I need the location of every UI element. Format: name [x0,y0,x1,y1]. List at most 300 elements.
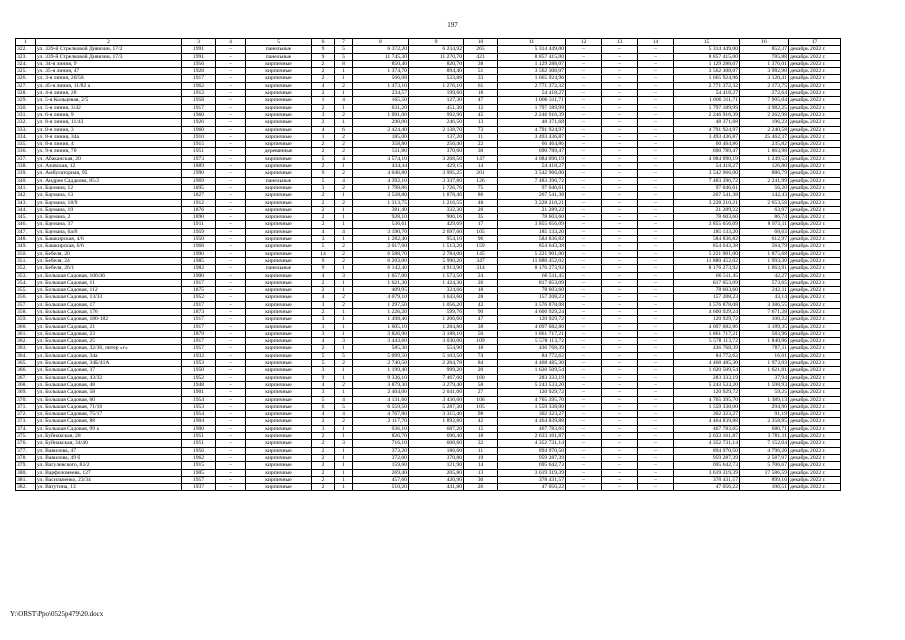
cell-entrances: 4 [335,396,353,403]
cell-floors: 2 [312,454,335,461]
cell-living-area: 954,10 [409,236,464,243]
cell-floors: 2 [312,75,335,82]
cell-floors: 2 [312,345,335,352]
cell-entrances: 2 [335,418,353,425]
cell-col-14: – [638,221,674,228]
cell-row-number: 372. [16,411,36,418]
cell-build-year: 1950 [182,367,216,374]
cell-residents: 75 [464,184,498,191]
cell-residents: 61 [464,82,498,89]
cell-deadline: декабрь 2022 г. [789,170,841,177]
cell-row-number: 332. [16,119,36,126]
cell-owners-funds: 3 562 308,07 [674,68,740,75]
cell-col-4: – [216,323,246,330]
cell-col-14: – [638,338,674,345]
cell-col-14: – [638,97,674,104]
cell-cost-per-sqm: 2 262,98 [740,111,789,118]
table-row [16,389,841,396]
cell-col-13: – [602,476,638,483]
cell-col-12: – [566,323,602,330]
cell-build-year: 1901 [182,389,216,396]
cell-total-area: 1 091,00 [353,111,409,118]
cell-col-4: – [216,454,246,461]
cell-deadline: декабрь 2022 г. [789,206,841,213]
cell-address: ул. Большая Садовая, 23 [36,330,182,337]
table-row [16,330,841,337]
cell-cost-per-sqm: 612,97 [740,236,789,243]
cell-deadline: декабрь 2022 г. [789,250,841,257]
cell-address: ул. Большая Садовая, 34а [36,352,182,359]
cell-col-4: – [216,221,246,228]
cell-floors: 2 [312,119,335,126]
cell-total-area: 4 392,10 [353,177,409,184]
cell-floors: 4 [312,272,335,279]
table-row [16,104,841,111]
cell-living-area: 554,90 [409,345,464,352]
cell-owners-funds: 3 619 319,39 [674,469,740,476]
table-row [16,338,841,345]
cell-col-4: – [216,345,246,352]
cell-address: ул. 339-й Стрелковой Дивизии, 17/2 [36,46,182,53]
cell-residents: 18 [464,433,498,440]
cell-build-year: 1969 [182,177,216,184]
cell-living-area: 429,15 [409,163,464,170]
cell-col-14: – [638,418,674,425]
cell-deadline: декабрь 2022 г. [789,440,841,447]
cell-living-area: 1 206,60 [409,316,464,323]
cell-owners-funds: 7 483 396,72 [674,177,740,184]
cell-living-area: 999,20 [409,367,464,374]
cell-entrances: 2 [335,111,353,118]
cell-owners-funds: 21 289,22 [674,206,740,213]
cell-col-12: – [566,257,602,264]
cell-residents: 32 [464,440,498,447]
cell-owners-funds: 3 542 966,00 [674,170,740,177]
cell-row-number: 368. [16,381,36,388]
cell-col-4: – [216,126,246,133]
cell-build-year: 1915 [182,141,216,148]
cell-owners-funds: 3 493 436,87 [674,133,740,140]
cell-col-13: – [602,243,638,250]
cell-row-number: 325. [16,68,36,75]
cell-residents: 50 [464,330,498,337]
cell-total-area: 1 498,40 [353,316,409,323]
cell-col-12: – [566,148,602,155]
cell-deadline: декабрь 2022 г. [789,148,841,155]
cell-living-area: 533,88 [409,75,464,82]
cell-floors: 2 [312,462,335,469]
header-cell-floors: 6 [312,39,335,46]
cell-cost-per-sqm: 1 389,13 [740,396,789,403]
table-row [16,352,841,359]
cell-wall-material: кирпичные [246,199,312,206]
cell-row-number: 339. [16,170,36,177]
cell-deadline: декабрь 2022 г. [789,308,841,315]
cell-total-area: 826,70 [353,433,409,440]
cell-floors: 6 [312,403,335,410]
cell-living-area: 429,69 [409,221,464,228]
cell-floors: 2 [312,163,335,170]
cell-col-12: – [566,68,602,75]
table-row [16,462,841,469]
cell-col-12: – [566,192,602,199]
cell-residents: 30 [464,148,498,155]
cell-deadline: декабрь 2022 г. [789,469,841,476]
cell-address: ул. Большая Садовая, 99 а [36,425,182,432]
table-row [16,126,841,133]
cell-col-13: – [602,345,638,352]
cell-residents: 84 [464,360,498,367]
cell-total-cost: 11 880 452,02 [498,257,566,264]
cell-row-number: 374. [16,425,36,432]
cell-entrances: 1 [335,119,353,126]
cell-row-number: 329. [16,97,36,104]
cell-deadline: декабрь 2022 г. [789,184,841,191]
table-row [16,374,841,381]
cell-col-4: – [216,381,246,388]
cell-col-13: – [602,170,638,177]
table-row [16,199,841,206]
cell-wall-material: панельные [246,265,312,272]
cell-residents: 42 [464,301,498,308]
cell-col-14: – [638,257,674,264]
cell-col-4: – [216,396,246,403]
header-cell-wall-material: 5 [246,39,312,46]
cell-build-year: 1952 [182,374,216,381]
cell-entrances: 3 [335,338,353,345]
table-row [16,228,841,235]
cell-floors: 2 [312,141,335,148]
table-row [16,141,841,148]
cell-living-area: 2 264,78 [409,360,464,367]
cell-row-number: 376. [16,440,36,447]
cell-owners-funds: 959 287,39 [674,454,740,461]
cell-floors: 2 [312,484,335,491]
cell-build-year: 1962 [182,82,216,89]
table-row [16,214,841,221]
cell-floors: 1 [312,97,335,104]
cell-owners-funds: 1 129 288,07 [674,60,740,67]
cell-build-year: 1953 [182,360,216,367]
cell-owners-funds: 1 665 924,96 [674,75,740,82]
cell-row-number: 361. [16,330,36,337]
cell-residents: 18 [464,287,498,294]
cell-address: ул. 3-я линия, 20/58 [36,75,182,82]
header-cell-total-cost: 11 [498,39,566,46]
cell-col-12: – [566,184,602,191]
cell-residents: 126 [464,177,498,184]
cell-total-cost: 4 464 839,88 [498,418,566,425]
cell-residents: 22 [464,141,498,148]
cell-owners-funds: 48 371,68 [674,119,740,126]
cell-floors: 3 [312,323,335,330]
cell-address: ул. Большая Садовая, 112 [36,287,182,294]
cell-total-area: 457,60 [353,476,409,483]
cell-wall-material: кирпичные [246,68,312,75]
cell-owners-funds: 378 431,57 [674,476,740,483]
cell-col-13: – [602,141,638,148]
cell-cost-per-sqm: 787,11 [740,345,789,352]
cell-col-14: – [638,403,674,410]
cell-floors: 2 [312,68,335,75]
cell-row-number: 347. [16,228,36,235]
cell-total-cost: 1 665 924,96 [498,75,566,82]
cell-address: ул. Андрея Саддкова, 85/2 [36,177,182,184]
cell-col-4: – [216,279,246,286]
cell-build-year: 1889 [182,163,216,170]
cell-total-area: 185,00 [353,133,409,140]
cell-col-14: – [638,360,674,367]
cell-floors: 5 [312,177,335,184]
cell-col-13: – [602,433,638,440]
table-row [16,148,841,155]
cell-col-12: – [566,53,602,60]
cell-col-12: – [566,338,602,345]
cell-cost-per-sqm: 59,25 [740,389,789,396]
cell-floors: 3 [312,236,335,243]
cell-col-13: – [602,469,638,476]
cell-owners-funds: 302 323,27 [674,411,740,418]
cell-floors: 2 [312,418,335,425]
cell-wall-material: кирпичные [246,381,312,388]
cell-wall-material: кирпичные [246,403,312,410]
cell-residents: 26 [464,279,498,286]
cell-wall-material: кирпичные [246,418,312,425]
cell-living-area: 2 697,60 [409,228,464,235]
cell-owners-funds: 2 633 161,87 [674,433,740,440]
cell-cost-per-sqm: 899,10 [740,476,789,483]
table-row [16,367,841,374]
cell-deadline: декабрь 2022 г. [789,323,841,330]
cell-living-area: 608,60 [409,440,464,447]
cell-address: ул. 8-я линия, 11/43 [36,119,182,126]
cell-col-13: – [602,53,638,60]
cell-total-area: 1 313,75 [353,199,409,206]
cell-total-cost: 5 578 113,72 [498,338,566,345]
cell-deadline: декабрь 2022 г. [789,345,841,352]
cell-owners-funds: 4 084 090,19 [674,155,740,162]
cell-residents: 14 [464,163,498,170]
cell-row-number: 359. [16,316,36,323]
cell-address: ул. 8-я линия, 4 [36,141,182,148]
cell-entrances: 1 [335,104,353,111]
cell-floors: 9 [312,265,335,272]
cell-cost-per-sqm: 37,94 [740,374,789,381]
table-row [16,206,841,213]
cell-row-number: 363. [16,345,36,352]
cell-living-area: 332,30 [409,206,464,213]
cell-residents: 11 [464,447,498,454]
cell-address: ул. Баумана, 19 [36,206,182,213]
cell-deadline: декабрь 2022 г. [789,287,841,294]
cell-living-area: 599,76 [409,308,464,315]
cell-col-4: – [216,75,246,82]
cell-row-number: 357. [16,301,36,308]
table-row [16,433,841,440]
cell-total-cost: 7 483 396,72 [498,177,566,184]
cell-build-year: 1958 [182,97,216,104]
header-cell-owners-funds: 15 [674,39,740,46]
cell-wall-material: кирпичные [246,214,312,221]
cell-address: ул. 5-я Кольцевая, 2/5 [36,97,182,104]
cell-build-year: 1990 [182,250,216,257]
cell-residents: 98 [464,411,498,418]
cell-row-number: 369. [16,389,36,396]
cell-wall-material: кирпичные [246,141,312,148]
cell-entrances: 1 [335,287,353,294]
cell-row-number: 377. [16,447,36,454]
table-row [16,345,841,352]
cell-owners-funds: 1 006 311,71 [674,97,740,104]
table-row [16,411,841,418]
cell-owners-funds: 3 576 878,08 [674,301,740,308]
cell-cost-per-sqm: 1 376,01 [740,60,789,67]
cell-total-cost: 1 620 509,54 [498,367,566,374]
cell-floors: 2 [312,104,335,111]
cell-build-year: 1917 [182,104,216,111]
cell-total-area: 358,80 [353,141,409,148]
cell-deadline: декабрь 2022 г. [789,454,841,461]
cell-col-12: – [566,418,602,425]
cell-build-year: 1960 [182,111,216,118]
cell-col-14: – [638,148,674,155]
cell-floors: 2 [312,469,335,476]
cell-total-cost: 695 642,73 [498,462,566,469]
cell-owners-funds: 120 929,72 [674,389,740,396]
cell-deadline: декабрь 2022 г. [789,68,841,75]
cell-living-area: 3 995,25 [409,170,464,177]
cell-row-number: 326. [16,75,36,82]
cell-total-area: 159,60 [353,462,409,469]
cell-total-area: 536,61 [353,221,409,228]
cell-address: ул. Большая Садовая, 13/33 [36,294,182,301]
cell-wall-material: кирпичные [246,279,312,286]
table-row [16,192,841,199]
cell-build-year: 1951 [182,433,216,440]
cell-address: ул. Вавилова, 47 [36,447,182,454]
cell-deadline: декабрь 2022 г. [789,119,841,126]
cell-wall-material: кирпичные [246,330,312,337]
table-row [16,396,841,403]
cell-entrances: 1 [335,75,353,82]
cell-build-year: 1917 [182,316,216,323]
cell-col-13: – [602,257,638,264]
cell-col-14: – [638,374,674,381]
cell-total-area: 1 605,10 [353,323,409,330]
cell-col-12: – [566,484,602,491]
table-row [16,476,841,483]
cell-owners-funds: 695 642,73 [674,462,740,469]
cell-entrances: 1 [335,265,353,272]
cell-entrances: 1 [335,330,353,337]
header-cell-total-area: 8 [353,39,409,46]
cell-cost-per-sqm: 2 173,75 [740,82,789,89]
cell-address: ул. Большая Садовая, 37 [36,367,182,374]
cell-col-13: – [602,279,638,286]
cell-floors: 2 [312,433,335,440]
cell-row-number: 351. [16,257,36,264]
cell-wall-material: кирпичные [246,111,312,118]
cell-build-year: 1926 [182,119,216,126]
cell-row-number: 345. [16,214,36,221]
cell-living-area: 121,90 [409,462,464,469]
cell-deadline: декабрь 2022 г. [789,294,841,301]
cell-row-number: 346. [16,221,36,228]
cell-cost-per-sqm: 1 249,53 [740,155,789,162]
cell-col-14: – [638,206,674,213]
cell-address: ул. Большая Садовая, 48 [36,381,182,388]
cell-total-area: 4 046,80 [353,170,409,177]
cell-owners-funds: 5 314 449,00 [674,46,740,53]
cell-entrances: 1 [335,454,353,461]
cell-residents: 24 [464,272,498,279]
cell-entrances: 1 [335,192,353,199]
cell-entrances: 4 [335,155,353,162]
cell-cost-per-sqm: 3 189,35 [740,323,789,330]
cell-col-14: – [638,476,674,483]
cell-build-year: 1948 [182,381,216,388]
cell-col-4: – [216,60,246,67]
cell-col-4: – [216,411,246,418]
cell-wall-material: кирпичные [246,469,312,476]
cell-floors: 2 [312,440,335,447]
cell-build-year: 1968 [182,243,216,250]
table-row [16,469,841,476]
cell-col-4: – [216,476,246,483]
cell-wall-material: кирпичные [246,97,312,104]
cell-deadline: декабрь 2022 г. [789,396,841,403]
cell-residents: 105 [464,228,498,235]
cell-row-number: 352. [16,265,36,272]
cell-col-14: – [638,214,674,221]
cell-col-4: – [216,440,246,447]
cell-entrances: 2 [335,199,353,206]
cell-total-cost: 60 464,86 [498,141,566,148]
cell-residents: 265 [464,46,498,53]
cell-build-year: 1957 [182,476,216,483]
cell-residents: 90 [464,308,498,315]
cell-col-14: – [638,170,674,177]
cell-col-4: – [216,360,246,367]
table-row [16,163,841,170]
table-row [16,119,841,126]
cell-total-cost: 48 371,68 [498,119,566,126]
cell-col-13: – [602,381,638,388]
cell-total-cost: 78 603,60 [498,214,566,221]
cell-owners-funds: 120 929,72 [674,316,740,323]
cell-owners-funds: 8 176 273,92 [674,265,740,272]
cell-wall-material: кирпичные [246,257,312,264]
cell-owners-funds: 1 559 338,00 [674,403,740,410]
cell-wall-material: кирпичные [246,433,312,440]
cell-wall-material: кирпичные [246,484,312,491]
cell-entrances: 2 [335,141,353,148]
cell-residents: 159 [464,243,498,250]
cell-total-area: 585,30 [353,345,409,352]
cell-owners-funds: 4 352 731,14 [674,440,740,447]
cell-build-year: 1956 [182,60,216,67]
cell-col-4: – [216,155,246,162]
cell-total-cost: 4 468 485,30 [498,360,566,367]
cell-col-13: – [602,338,638,345]
cell-residents: 42 [464,418,498,425]
cell-col-12: – [566,425,602,432]
cell-row-number: 343. [16,199,36,206]
table-row [16,111,841,118]
table-row [16,323,841,330]
cell-living-area: 6 234,92 [409,46,464,53]
cell-wall-material: кирпичные [246,411,312,418]
